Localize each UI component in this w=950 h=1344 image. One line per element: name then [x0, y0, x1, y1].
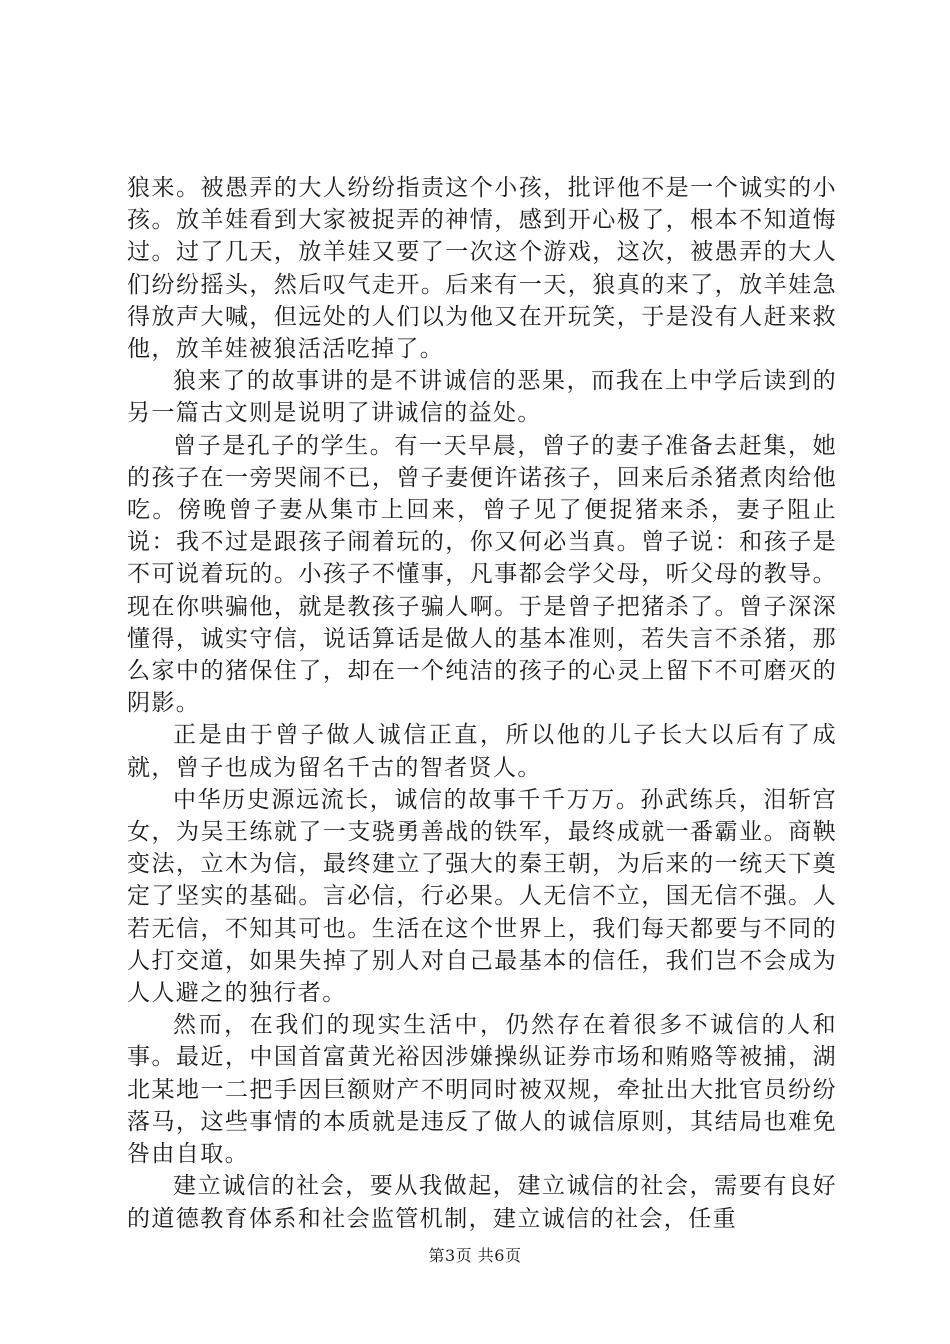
paragraph-chinese-history: 中华历史源远流长，诚信的故事千千万万。孙武练兵，泪斩宫女，为吴王练就了一支骁勇善战的铁军，最终成就一番霸业。商鞅变法，立木为信，最终建立了强大的秦王朝，为后来的一统天下奠定了坚实的基础。言必信，行必果。人无信不立，国无信不强。人若无信，不知其可也。生活在这个世界上，我们每天都要与不同的人打交道，如果失掉了别人对自己最基本的信任，我们岂不会成为人人避之的独行者。 — [127, 786, 837, 1007]
paragraph-zengzi-story: 曾子是孔子的学生。有一天早晨，曾子的妻子准备去赶集，她的孩子在一旁哭闹不已，曾子妻便许诺孩子，回来后杀猪煮肉给他吃。傍晚曾子妻从集市上回来，曾子见了便捉猪来杀，妻子阻止说：我不过是跟孩子闹着玩的，你又何必当真。曾子说：和孩子是不可说着玩的。小孩子不懂事，凡事都会学父母，听父母的教导。现在你哄骗他，就是教孩子骗人啊。于是曾子把猪杀了。曾子深深懂得，诚实守信，说话算话是做人的基本准则，若失言不杀猪，那么家中的猪保住了，却在一个纯洁的孩子的心灵上留下不可磨灭的阴影。 — [127, 432, 837, 717]
paragraph-zengzi-result: 正是由于曾子做人诚信正直，所以他的儿子长大以后有了成就，曾子也成为留名千古的智者贤人。 — [127, 722, 837, 781]
paragraph-reality: 然而，在我们的现实生活中，仍然存在着很多不诚信的人和事。最近，中国首富黄光裕因涉嫌操纵证券市场和贿赂等被捕，湖北某地一二把手因巨额财产不明同时被双规，牵扯出大批官员纷纷落马，这些事情的本质就是违反了做人的诚信原则，其结局也难免咎由自取。 — [127, 1012, 837, 1168]
paragraph-wolf-story-ending: 狼来。被愚弄的大人纷纷指责这个小孩，批评他不是一个诚实的小孩。放羊娃看到大家被捉弄的神情，感到开心极了，根本不知道悔过。过了几天，放羊娃又要了一次这个游戏，这次，被愚弄的大人们纷纷摇头，然后叹气走开。后来有一天，狼真的来了，放羊娃急得放声大喊，但远处的人们以为他又在开玩笑，于是没有人赶来救他，放羊娃被狼活活吃掉了。 — [127, 175, 837, 363]
page-number-footer: 第3页 共6页 — [428, 1246, 522, 1265]
paragraph-wolf-story-lesson: 狼来了的故事讲的是不讲诚信的恶果，而我在上中学后读到的另一篇古文则是说明了讲诚信的益处。 — [127, 368, 837, 427]
paragraph-build-integrity: 建立诚信的社会，要从我做起，建立诚信的社会，需要有良好的道德教育体系和社会监管机制，建立诚信的社会，任重 — [127, 1173, 837, 1232]
document-body — [127, 172, 837, 1235]
